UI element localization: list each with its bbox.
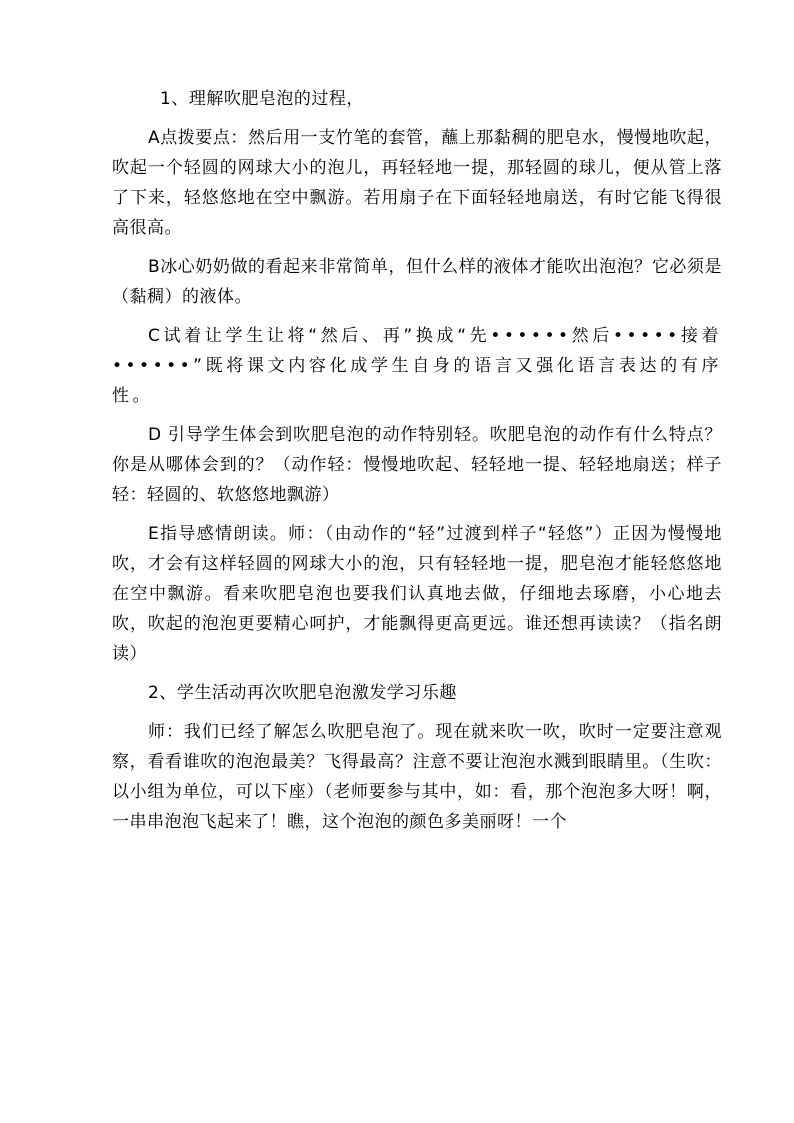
- paragraph-c: C试着让学生让将“然后、再”换成“先••••••然后•••••接着••••••”既将课文内容化成学生自身的语言又强化语言表达的有序性。: [112, 326, 722, 406]
- paragraph-a: A点拨要点：然后用一支竹笔的套管，蘸上那黏稠的肥皂水，慢慢地吹起，吹起一个轻圆的网球大小的泡儿，再轻轻地一提，那轻圆的球儿，便从管上落了下来，轻悠悠地在空中飘游。若用扇子在下面轻轻地扇送，有时它能飞得很高很高。: [112, 128, 722, 238]
- document-page: [112, 84, 722, 837]
- paragraph-teacher: 师：我们已经了解怎么吹肥皂泡了。现在就来吹一吹，吹时一定要注意观察，看看谁吹的泡泡最美？飞得最高？注意不要让泡泡水溅到眼睛里。（生吹：以小组为单位，可以下座）（老师要参与其中，如：看，那个泡泡多大呀！啊，一串串泡泡飞起来了！瞧，这个泡泡的颜色多美丽呀！一个: [112, 722, 722, 832]
- paragraph-b: B冰心奶奶做的看起来非常简单，但什么样的液体才能吹出泡泡？它必须是（黏稠）的液体。: [112, 257, 722, 307]
- section-heading-1: 1、理解吹肥皂泡的过程，: [160, 89, 364, 109]
- paragraph-d: D 引导学生体会到吹肥皂泡的动作特别轻。吹肥皂泡的动作有什么特点？你是从哪体会到的？（动作轻：慢慢地吹起、轻轻地一提、轻轻地扇送；样子轻：轻圆的、软悠悠地飘游）: [112, 425, 722, 505]
- section-heading-2: 2、学生活动再次吹肥皂泡激发学习乐趣: [148, 683, 457, 703]
- paragraph-e: E指导感情朗读。师：（由动作的“轻”过渡到样子“轻悠”）正因为慢慢地吹，才会有这样轻圆的网球大小的泡，只有轻轻地一提，肥皂泡才能轻悠悠地在空中飘游。看来吹肥皂泡也要我们认真地去做，仔细地去琢磨，小心地去吹，吹起的泡泡更要精心呵护，才能飘得更高更远。谁还想再读读？（指名朗读）: [112, 524, 722, 664]
